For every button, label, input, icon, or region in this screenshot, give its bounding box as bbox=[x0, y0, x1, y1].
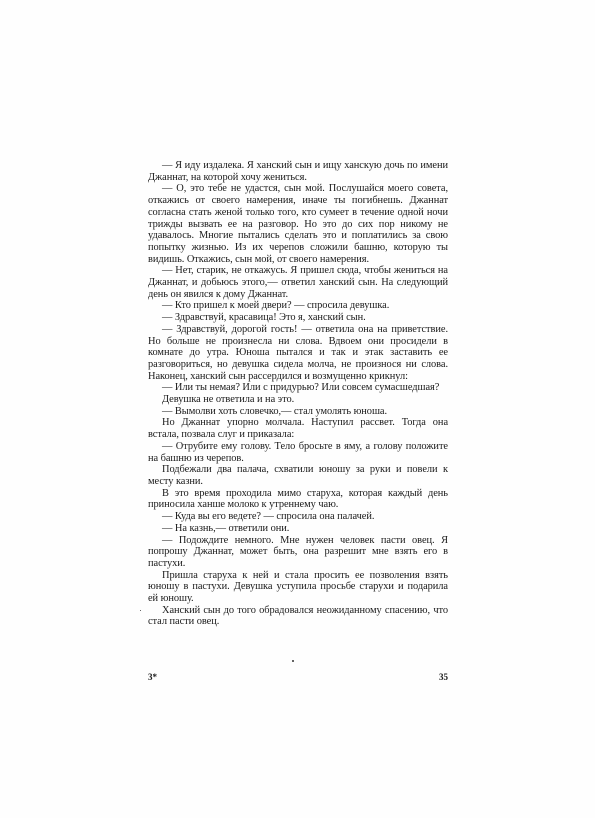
paragraph: — О, это тебе не удастся, сын мой. Послушайся моего совета, откажись от своего намерения, иначе ты погибнешь. Джаннат согласна стать женой только того, кто сумеет в течение одной ночи трижды вызвать ее на разговор. Но это до сих пор никому не удавалось. Многие пытались сделать это и поплатились за свою попытку жизнью. Из их черепов сложили башню, которую ты видишь. Откажись, сын мой, от своего намерения. bbox=[148, 183, 448, 265]
paragraph: Пришла старуха к ней и стала просить ее позволения взять юношу в пастухи. Девушка уступила просьбе старухи и подарила ей юношу. bbox=[148, 569, 448, 605]
paragraph: — Нет, старик, не откажусь. Я пришел сюда, чтобы жениться на Джаннат, и добьюсь этого,— ответил ханский сын. На следующий день он явился к дому Джаннат. bbox=[148, 265, 448, 300]
page-number: 35 bbox=[439, 672, 448, 682]
paragraph: — Подождите немного. Мне нужен человек пасти овец. Я попрошу Джаннат, может быть, она разрешит мне взять его в пастухи. bbox=[148, 534, 448, 569]
paragraph: — Отрубите ему голову. Тело бросьте в яму, а голову положите на башню из черепов. bbox=[148, 440, 448, 464]
paragraph: — Вымолви хоть словечко,— стал умолять юноша. bbox=[162, 405, 388, 417]
paragraph: — На казнь,— ответили они. bbox=[162, 522, 290, 534]
paragraph: Подбежали два палача, схватили юношу за руки и повели к месту казни. bbox=[148, 464, 448, 487]
scan-speck bbox=[140, 610, 141, 611]
paragraph: — Кто пришел к моей двери? — спросила девушка. bbox=[162, 300, 390, 312]
signature-mark: 3* bbox=[148, 672, 157, 682]
paragraph: — Или ты немая? Или с придурью? Или совсем сумасшедшая? bbox=[162, 382, 440, 394]
paragraph: Но Джаннат упорно молчала. Наступил рассвет. Тогда она встала, позвала слуг и приказала: bbox=[148, 417, 448, 441]
paragraph: В это время проходила мимо старуха, которая каждый день приносила ханше молоко к утреннему чаю. bbox=[148, 487, 448, 511]
page-text bbox=[148, 160, 448, 628]
paragraph: Ханский сын до того обрадовался неожиданному спасению, что стал пасти овец. bbox=[148, 604, 448, 628]
paragraph: — Здравствуй, красавица! Это я, ханский сын. bbox=[162, 312, 366, 324]
paragraph: — Я иду издалека. Я ханский сын и ищу ханскую дочь по имени Джаннат, на которой хочу жениться. bbox=[148, 160, 448, 183]
paragraph: — Куда вы его ведете? — спросила она палачей. bbox=[162, 511, 375, 523]
paragraph: — Здравствуй, дорогой гость! — ответила она на приветствие. Но больше не произнесла ни слова. Вдвоем они просидели в комнате до утра. Юноша пытался и так и этак заставить ее разговориться, но девушка сидела молча, не произнося ни слова. Наконец, ханский сын рассердился и возмущенно крикнул: bbox=[148, 323, 448, 382]
paragraph: Девушка не ответила и на это. bbox=[162, 394, 295, 406]
scan-speck bbox=[292, 660, 294, 662]
